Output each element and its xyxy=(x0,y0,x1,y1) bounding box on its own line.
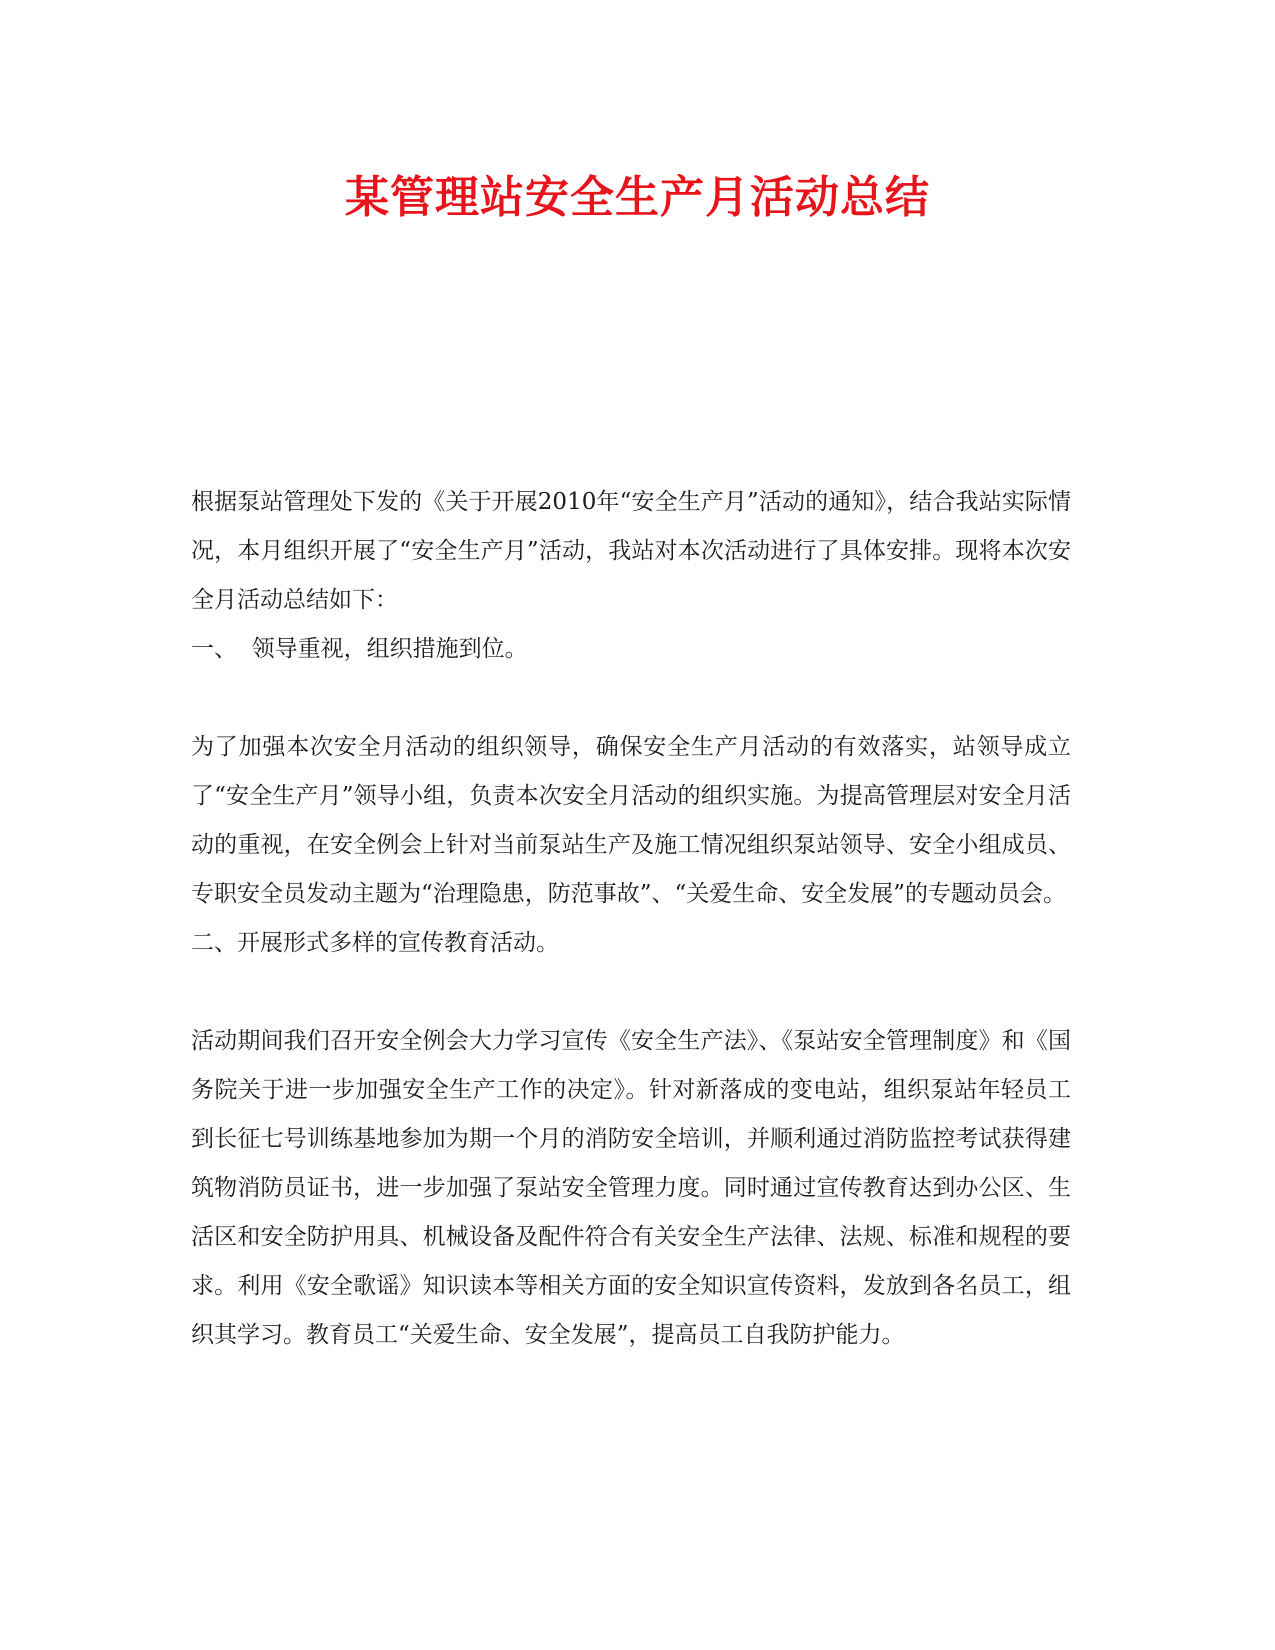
section-heading-2: 二、开展形式多样的宣传教育活动。 xyxy=(191,930,559,956)
document-body xyxy=(191,478,1071,1360)
document-title: 某管理站安全生产月活动总结 xyxy=(345,172,930,223)
intro-paragraph: 根据泵站管理处下发的《关于开展2010年“安全生产月”活动的通知》，结合我站实际情况，本月组织开展了“安全生产月”活动，我站对本次活动进行了具体安排。现将本次安全月活动总结如下： xyxy=(191,489,1071,613)
section-2-paragraph: 活动期间我们召开安全例会大力学习宣传《安全生产法》、《泵站安全管理制度》和《国务院关于进一步加强安全生产工作的决定》。针对新落成的变电站，组织泵站年轻员工到长征七号训练基地参加为期一个月的消防安全培训，并顺利通过消防监控考试获得建筑物消防员证书，进一步加强了泵站安全管理力度。同时通过宣传教育达到办公区、生活区和安全防护用具、机械设备及配件符合有关安全生产法律、法规、标准和规程的要求。利用《安全歌谣》知识读本等相关方面的安全知识宣传资料，发放到各名员工，组织其学习。教育员工“关爱生命、安全发展”，提高员工自我防护能力。 xyxy=(191,1028,1071,1348)
paragraph-spacer xyxy=(191,968,1071,1017)
section-heading-1: 一、 领导重视，组织措施到位。 xyxy=(191,636,528,662)
paragraph-spacer xyxy=(191,674,1071,723)
section-1-paragraph: 为了加强本次安全月活动的组织领导，确保安全生产月活动的有效落实，站领导成立了“安全生产月”领导小组，负责本次安全月活动的组织实施。为提高管理层对安全月活动的重视，在安全例会上针对当前泵站生产及施工情况组织泵站领导、安全小组成员、专职安全员发动主题为“治理隐患，防范事故”、“关爱生命、安全发展”的专题动员会。 xyxy=(191,734,1071,907)
